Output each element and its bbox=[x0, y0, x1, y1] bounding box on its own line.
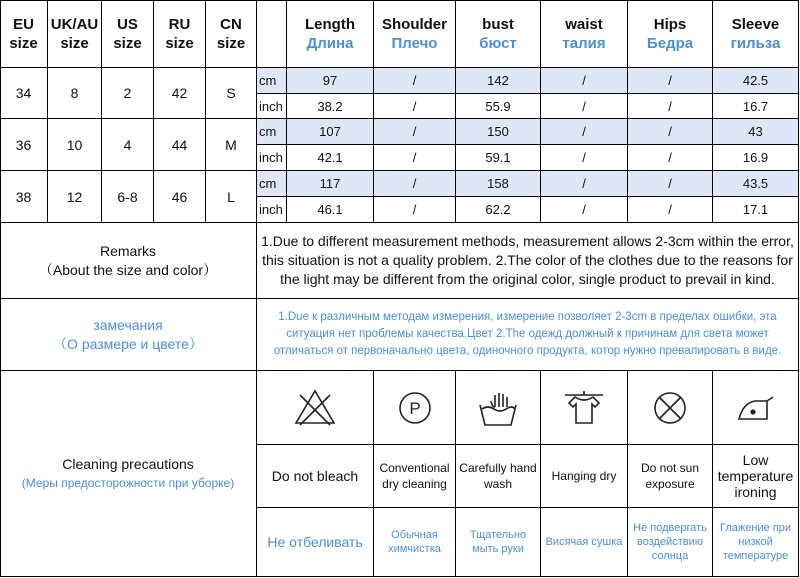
care-label-ru-dry-clean bbox=[374, 508, 456, 577]
header-text: size bbox=[216, 34, 246, 52]
measure-cm-cell bbox=[287, 68, 374, 94]
care-text: Carefully hand wash bbox=[459, 461, 537, 491]
header-text: size bbox=[60, 34, 89, 52]
measure-cm-cell bbox=[374, 119, 456, 145]
header-length bbox=[287, 0, 374, 68]
care-text: Do not sun exposure bbox=[640, 461, 700, 491]
size-ru-cell bbox=[154, 68, 206, 119]
unit-inch-label bbox=[257, 197, 287, 223]
header-text: size bbox=[9, 34, 38, 52]
measure-cm-cell bbox=[456, 68, 541, 94]
measure-inch-cell-text: / bbox=[582, 98, 586, 114]
measure-inch-cell-text: 59.1 bbox=[485, 150, 511, 165]
size-ukau-cell bbox=[48, 68, 102, 119]
unit-cm-label bbox=[257, 171, 287, 197]
measure-inch-cell-text: 16.9 bbox=[742, 150, 769, 165]
header-text-ru: Длина bbox=[306, 34, 354, 52]
care-label-no-bleach bbox=[257, 445, 374, 508]
measure-cm-cell bbox=[374, 171, 456, 197]
care-text-ru: Глажение при низкой температуре bbox=[720, 522, 791, 562]
measure-inch-cell-text: / bbox=[582, 202, 586, 217]
size-ukau-cell-text: 12 bbox=[66, 188, 83, 205]
measure-cm-cell bbox=[628, 171, 713, 197]
header-text: Shoulder bbox=[381, 15, 447, 33]
size-eu-cell bbox=[0, 68, 48, 119]
hand-wash-icon bbox=[456, 371, 541, 445]
size-cn-cell-text: L bbox=[227, 188, 235, 205]
measure-cm-cell-text: / bbox=[668, 73, 672, 88]
measure-inch-cell-text: 38.2 bbox=[317, 98, 343, 114]
measure-cm-cell bbox=[713, 171, 799, 197]
measure-cm-cell bbox=[541, 119, 628, 145]
header-text: size bbox=[165, 34, 194, 52]
size-eu-cell bbox=[0, 119, 48, 171]
measure-inch-cell-text: / bbox=[412, 98, 417, 114]
measure-inch-cell bbox=[713, 145, 799, 171]
measure-cm-cell-text: / bbox=[412, 73, 417, 88]
header-text: RU bbox=[168, 15, 191, 33]
header-cn-size bbox=[206, 0, 257, 68]
measure-inch-cell-text: / bbox=[412, 202, 417, 217]
header-hips bbox=[628, 0, 713, 68]
header-text-ru: гильза bbox=[730, 34, 781, 52]
measure-inch-cell-text: 55.9 bbox=[485, 98, 511, 114]
header-text-ru: бюст bbox=[479, 34, 517, 52]
size-eu-cell-text: 36 bbox=[15, 136, 32, 153]
low-iron-icon bbox=[713, 371, 799, 445]
measure-inch-cell-text: / bbox=[582, 150, 586, 165]
size-us-cell-text: 2 bbox=[123, 85, 132, 101]
measure-cm-cell-text: 107 bbox=[319, 124, 341, 139]
header-bust bbox=[456, 0, 541, 68]
care-label-ru-no-sun bbox=[628, 508, 713, 577]
care-label-ru-hand-wash bbox=[456, 508, 541, 577]
header-text: waist bbox=[565, 15, 603, 33]
care-text: Conventional dry cleaning bbox=[379, 461, 450, 491]
size-cn-cell-text: S bbox=[226, 85, 236, 101]
care-label-ru-hanging-dry bbox=[541, 508, 628, 577]
care-label-dry-clean bbox=[374, 445, 456, 508]
measure-cm-cell-text: / bbox=[668, 124, 672, 139]
care-text-ru: Не отбеливать bbox=[267, 534, 363, 550]
unit-cm-label-text: cm bbox=[259, 73, 277, 88]
size-cn-cell bbox=[206, 171, 257, 223]
size-cn-cell-text: M bbox=[225, 136, 237, 153]
header-unit-blank bbox=[257, 0, 287, 68]
header-text-ru: Бедра bbox=[646, 34, 694, 52]
measure-cm-cell-text: / bbox=[582, 73, 586, 88]
size-us-cell bbox=[102, 119, 154, 171]
header-text: EU bbox=[13, 15, 34, 33]
measure-cm-cell bbox=[541, 171, 628, 197]
header-sleeve bbox=[713, 0, 799, 68]
measure-inch-cell-text: / bbox=[668, 98, 672, 114]
measure-inch-cell bbox=[287, 145, 374, 171]
measure-inch-cell-text: 46.1 bbox=[317, 202, 343, 217]
measure-inch-cell bbox=[456, 145, 541, 171]
remarks-text-ru bbox=[257, 299, 799, 371]
measure-inch-cell bbox=[541, 94, 628, 119]
size-cn-cell bbox=[206, 68, 257, 119]
measure-cm-cell-text: 150 bbox=[487, 124, 509, 139]
measure-cm-cell bbox=[287, 119, 374, 145]
size-eu-cell-text: 38 bbox=[15, 188, 32, 205]
header-text: Sleeve bbox=[731, 15, 780, 33]
size-ukau-cell-text: 10 bbox=[66, 136, 83, 153]
measure-cm-cell bbox=[541, 68, 628, 94]
size-eu-cell-text: 34 bbox=[15, 85, 32, 101]
size-ru-cell-text: 46 bbox=[171, 188, 188, 205]
measure-cm-cell-text: 43.5 bbox=[742, 176, 769, 191]
measure-cm-cell bbox=[374, 68, 456, 94]
measure-cm-cell bbox=[628, 119, 713, 145]
measure-inch-cell-text: / bbox=[668, 150, 672, 165]
measure-cm-cell-text: / bbox=[582, 176, 586, 191]
header-text-ru: Плечо bbox=[391, 34, 438, 52]
measure-cm-cell bbox=[456, 171, 541, 197]
measure-inch-cell bbox=[541, 197, 628, 223]
remarks-label-ru bbox=[0, 299, 257, 371]
measure-cm-cell-text: 117 bbox=[319, 176, 341, 191]
measure-inch-cell bbox=[456, 197, 541, 223]
header-ru-size bbox=[154, 0, 206, 68]
care-text-ru: Обычная химчистка bbox=[388, 529, 441, 555]
cleaning-label bbox=[0, 371, 257, 577]
measure-inch-cell bbox=[713, 94, 799, 119]
measure-cm-cell-text: 158 bbox=[487, 176, 509, 191]
no-sun-icon bbox=[628, 371, 713, 445]
unit-inch-label-text: inch bbox=[259, 150, 283, 165]
care-text-ru: Не подвергать воздействию солнца bbox=[633, 522, 707, 562]
header-text: bust bbox=[482, 15, 514, 33]
measure-inch-cell bbox=[374, 197, 456, 223]
size-us-cell bbox=[102, 68, 154, 119]
size-ru-cell-text: 44 bbox=[171, 136, 188, 153]
care-text-ru: Висячая сушка bbox=[545, 536, 623, 548]
unit-inch-label-text: inch bbox=[259, 98, 283, 114]
measure-cm-cell-text: 43 bbox=[748, 124, 763, 139]
header-ukau-size bbox=[48, 0, 102, 68]
care-label-hand-wash bbox=[456, 445, 541, 508]
measure-inch-cell bbox=[541, 145, 628, 171]
measure-cm-cell-text: 42.5 bbox=[742, 73, 769, 88]
measure-inch-cell bbox=[628, 145, 713, 171]
remarks-label bbox=[0, 223, 257, 299]
care-label-low-iron bbox=[713, 445, 799, 508]
size-ukau-cell-text: 8 bbox=[70, 85, 79, 101]
size-ru-cell bbox=[154, 171, 206, 223]
unit-inch-label bbox=[257, 94, 287, 119]
remarks-text-ru-content: 1.Due к различным методам измерения, измерение позволяет 2-3cm в пределах ошибки, эта ситуация нет проблемы качества.Цвет 2.The одежд должный к причинам для света может отличаться от первоначально цвета, одиночного продукта, котор нужно превалировать в виде. bbox=[273, 311, 782, 357]
size-us-cell-text: 4 bbox=[123, 136, 132, 153]
care-label-hanging-dry bbox=[541, 445, 628, 508]
measure-cm-cell-text: / bbox=[412, 124, 417, 139]
care-label-no-sun bbox=[628, 445, 713, 508]
measure-inch-cell-text: 17.1 bbox=[742, 202, 769, 217]
header-waist bbox=[541, 0, 628, 68]
cleaning-title: Cleaning precautions bbox=[62, 455, 194, 472]
svg-text:P: P bbox=[408, 398, 421, 418]
header-eu-size bbox=[0, 0, 48, 68]
care-text: Do not bleach bbox=[271, 468, 359, 484]
remarks-text-content: 1.Due to different measurement methods, measurement allows 2-3cm within the error, this situation is not a quality problem. 2.The color of the clothes due to the reasons for the light may be different from the original color, single product to prevail in kind. bbox=[261, 233, 794, 287]
unit-cm-label bbox=[257, 119, 287, 145]
measure-cm-cell-text: / bbox=[582, 124, 586, 139]
care-text: Hanging dry bbox=[551, 469, 617, 483]
measure-inch-cell-text: 62.2 bbox=[485, 202, 511, 217]
measure-inch-cell-text: / bbox=[412, 150, 417, 165]
size-ru-cell-text: 42 bbox=[171, 85, 188, 101]
measure-cm-cell-text: / bbox=[412, 176, 417, 191]
header-text: Length bbox=[305, 15, 355, 33]
measure-inch-cell bbox=[287, 94, 374, 119]
unit-inch-label-text: inch bbox=[259, 202, 283, 217]
care-text-ru: Тщательно мыть руки bbox=[469, 529, 527, 555]
measure-inch-cell bbox=[287, 197, 374, 223]
dry-clean-icon bbox=[374, 371, 456, 445]
unit-inch-label bbox=[257, 145, 287, 171]
hanging-dry-icon bbox=[541, 371, 628, 445]
measure-inch-cell-text: 16.7 bbox=[742, 98, 769, 114]
size-ukau-cell bbox=[48, 171, 102, 223]
header-text: Hips bbox=[653, 15, 687, 33]
unit-cm-label bbox=[257, 68, 287, 94]
header-text: CN bbox=[220, 15, 242, 33]
measure-inch-cell bbox=[456, 94, 541, 119]
remarks-text bbox=[257, 223, 799, 299]
measure-cm-cell bbox=[713, 68, 799, 94]
header-shoulder bbox=[374, 0, 456, 68]
measure-inch-cell-text: 42.1 bbox=[317, 150, 343, 165]
unit-cm-label-text: cm bbox=[259, 124, 277, 139]
measure-inch-cell-text: / bbox=[668, 202, 672, 217]
remarks-title: Remarks bbox=[99, 242, 156, 259]
measure-cm-cell bbox=[287, 171, 374, 197]
measure-inch-cell bbox=[374, 145, 456, 171]
size-eu-cell bbox=[0, 171, 48, 223]
header-text: US bbox=[117, 15, 138, 33]
measure-cm-cell-text: 97 bbox=[322, 73, 338, 88]
header-text: size bbox=[113, 34, 142, 52]
measure-inch-cell bbox=[628, 197, 713, 223]
measure-cm-cell bbox=[628, 68, 713, 94]
header-text: UK/AU bbox=[50, 15, 99, 33]
care-label-ru-low-iron bbox=[713, 508, 799, 577]
measure-cm-cell-text: / bbox=[668, 176, 672, 191]
measure-inch-cell bbox=[374, 94, 456, 119]
header-text-ru: талия bbox=[562, 34, 606, 52]
unit-cm-label-text: cm bbox=[259, 176, 277, 191]
size-ukau-cell bbox=[48, 119, 102, 171]
care-label-ru-no-bleach bbox=[257, 508, 374, 577]
size-ru-cell bbox=[154, 119, 206, 171]
measure-inch-cell bbox=[628, 94, 713, 119]
measure-cm-cell bbox=[456, 119, 541, 145]
remarks-subtitle-ru: （О размере и цвете） bbox=[53, 335, 203, 352]
measure-cm-cell bbox=[713, 119, 799, 145]
size-cn-cell bbox=[206, 119, 257, 171]
remarks-subtitle: （About the size and color） bbox=[38, 261, 218, 278]
no-bleach-icon bbox=[257, 371, 374, 445]
measure-cm-cell-text: 142 bbox=[487, 73, 509, 88]
care-text: Low temperature ironing bbox=[717, 452, 794, 500]
size-us-cell bbox=[102, 171, 154, 223]
header-us-size bbox=[102, 0, 154, 68]
size-us-cell-text: 6-8 bbox=[117, 188, 138, 205]
measure-inch-cell bbox=[713, 197, 799, 223]
remarks-title-ru: замечания bbox=[93, 316, 163, 333]
cleaning-title-ru: (Меры предосторожности при уборке) bbox=[21, 475, 235, 490]
